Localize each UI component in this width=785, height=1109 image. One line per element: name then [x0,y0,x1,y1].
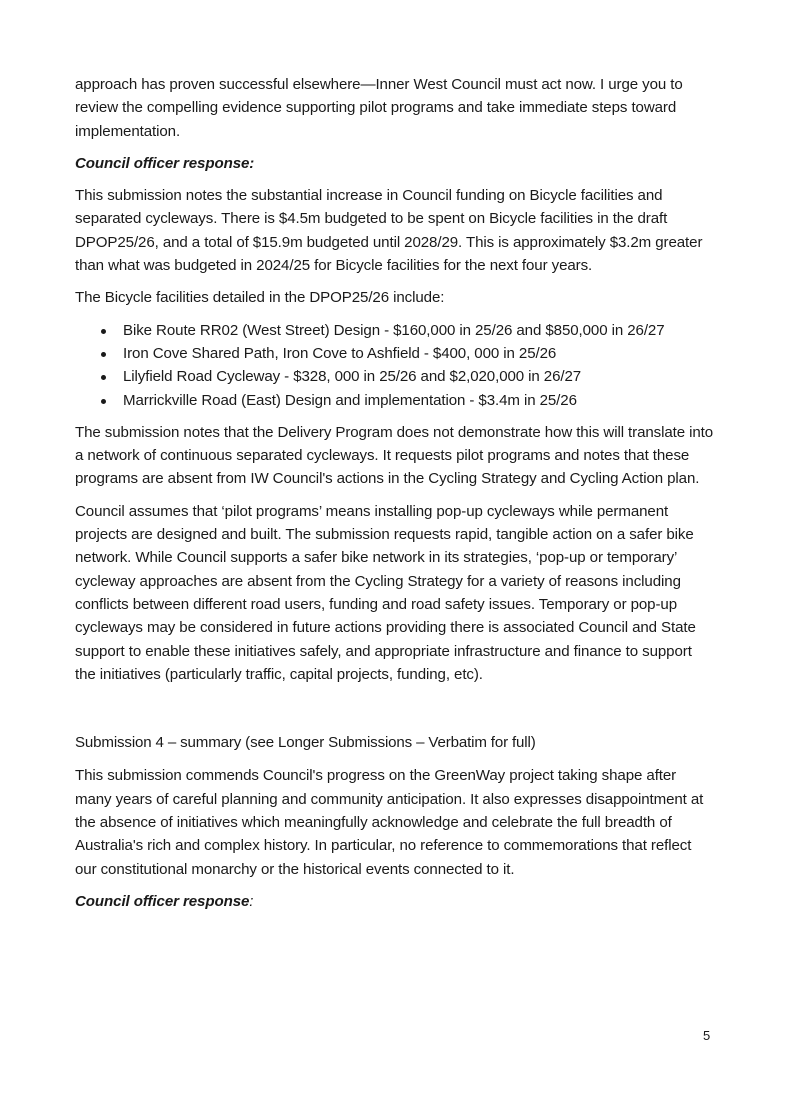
list-item: Lilyfield Road Cycleway - $328, 000 in 25/26 and $2,020,000 in 26/27 [123,365,715,388]
response-heading-text: Council officer response [75,892,250,910]
page-number: 5 [703,1028,711,1043]
submission-4-heading: Submission 4 – summary (see Longer Submissions – Verbatim for full) [75,734,536,752]
response-heading-colon: : [249,892,254,910]
bicycle-facilities-list-intro: The Bicycle facilities detailed in the DPOP25/26 include: [75,289,445,307]
intro-paragraph: approach has proven successful elsewhere—Inner West Council must act now. I urge you to review the compelling evidence supporting pilot programs and take immediate steps toward implementation. [75,76,683,140]
list-item: Marrickville Road (East) Design and implementation - $3.4m in 25/26 [123,389,715,412]
funding-paragraph: This submission notes the substantial increase in Council funding on Bicycle facilities and separated cycleways. There is $4.5m budgeted to be spent on Bicycle facilities in the draft DPOP25/26, and a total of $15.9m budgeted until 2028/29. This is approximately $3.2m greater than what was budgeted in 2024/25 for Bicycle facilities for the next four years. [75,187,703,275]
bicycle-facilities-list [75,319,715,412]
pilot-programs-paragraph: Council assumes that ‘pilot programs’ means installing pop-up cycleways while permanent projects are designed and built. The submission requests rapid, tangible action on a safer bike network. While Council supports a safer bike network in its strategies, ‘pop-up or temporary’ cycleway approaches are absent from the Cycling Strategy for a variety of reasons including conflicts between different road users, funding and road safety issues. Temporary or pop-up cycleways may be considered in future actions providing there is associated Council and State support to enable these initiatives safely, and appropriate infrastructure and finance to support the initiatives (particularly traffic, capital projects, funding, etc). [75,502,696,683]
section-spacer [75,695,715,731]
council-officer-response-heading: Council officer response: [75,154,255,172]
list-item: Bike Route RR02 (West Street) Design - $160,000 in 25/26 and $850,000 in 26/27 [123,319,715,342]
council-officer-response-heading-2 [75,890,715,913]
list-item: Iron Cove Shared Path, Iron Cove to Ashfield - $400, 000 in 25/26 [123,342,715,365]
document-page [75,73,715,922]
network-paragraph: The submission notes that the Delivery Program does not demonstrate how this will translate into a network of continuous separated cycleways. It requests pilot programs and notes that these programs are absent from IW Council's actions in the Cycling Strategy and Cycling Action plan. [75,423,714,488]
submission-4-summary: This submission commends Council's progress on the GreenWay project taking shape after many years of careful planning and community anticipation. It also expresses disappointment at the absence of initiatives which meaningfully acknowledge and celebrate the full breadth of Australia's rich and complex history. In particular, no reference to commemorations that reflect our constitutional monarchy or the historical events connected to it. [75,767,704,878]
